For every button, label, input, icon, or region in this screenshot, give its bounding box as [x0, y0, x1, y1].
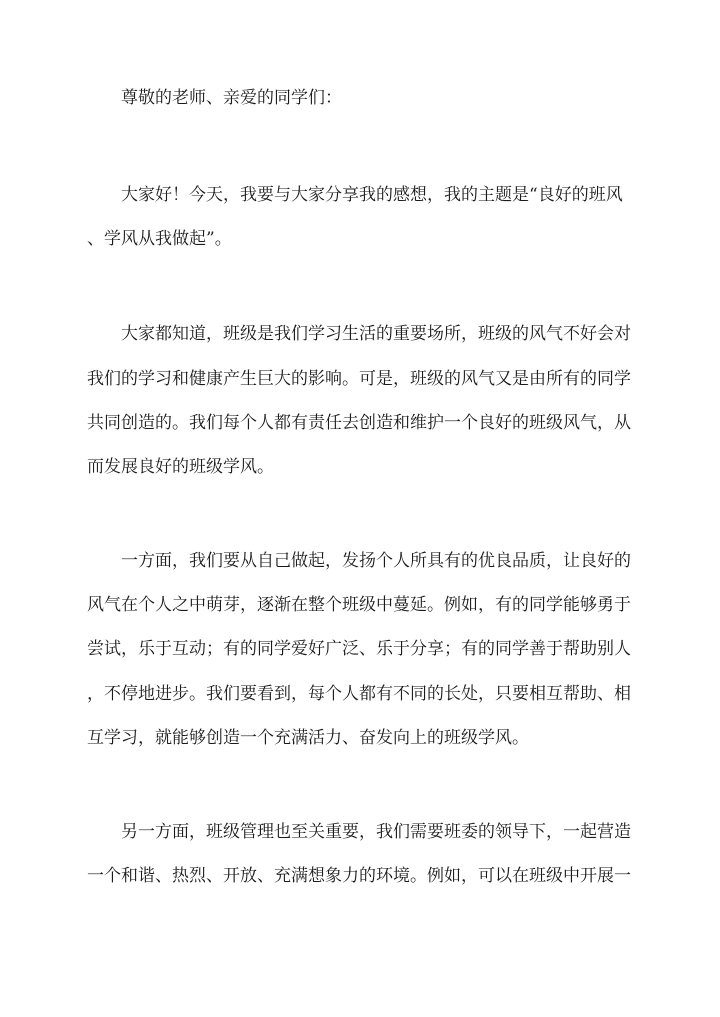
- paragraph-3-line-3: 尝试，乐于互动；有的同学爱好广泛、乐于分享；有的同学善于帮助别人: [87, 639, 631, 659]
- paragraph-2-line-2: 我们的学习和健康产生巨大的影响。可是，班级的风气又是由所有的同学: [87, 369, 631, 389]
- salutation-line: 尊敬的老师、亲爱的同学们：: [121, 88, 342, 108]
- paragraph-3-line-5: 互学习，就能够创造一个充满活力、奋发向上的班级学风。: [87, 728, 529, 748]
- paragraph-2-line-4: 而发展良好的班级学风。: [87, 457, 274, 477]
- paragraph-3-line-1: 一方面，我们要从自己做起，发扬个人所具有的优良品质，让良好的: [121, 551, 631, 571]
- paragraph-1-line-1: 大家好！今天，我要与大家分享我的感想，我的主题是“良好的班风: [121, 185, 623, 205]
- paragraph-4-line-2: 一个和谐、热烈、开放、充满想象力的环境。例如，可以在班级中开展一: [87, 866, 631, 886]
- paragraph-2-line-3: 共同创造的。我们每个人都有责任去创造和维护一个良好的班级风气，从: [87, 413, 631, 433]
- paragraph-3-line-2: 风气在个人之中萌芽，逐渐在整个班级中蔓延。例如，有的同学能够勇于: [87, 595, 631, 615]
- paragraph-2-line-1: 大家都知道，班级是我们学习生活的重要场所，班级的风气不好会对: [121, 324, 631, 344]
- paragraph-4-line-1: 另一方面，班级管理也至关重要，我们需要班委的领导下，一起营造: [121, 822, 631, 842]
- paragraph-3-line-4: ，不停地进步。我们要看到，每个人都有不同的长处，只要相互帮助、相: [87, 684, 631, 704]
- paragraph-1-line-2: 、学风从我做起”。: [87, 229, 232, 249]
